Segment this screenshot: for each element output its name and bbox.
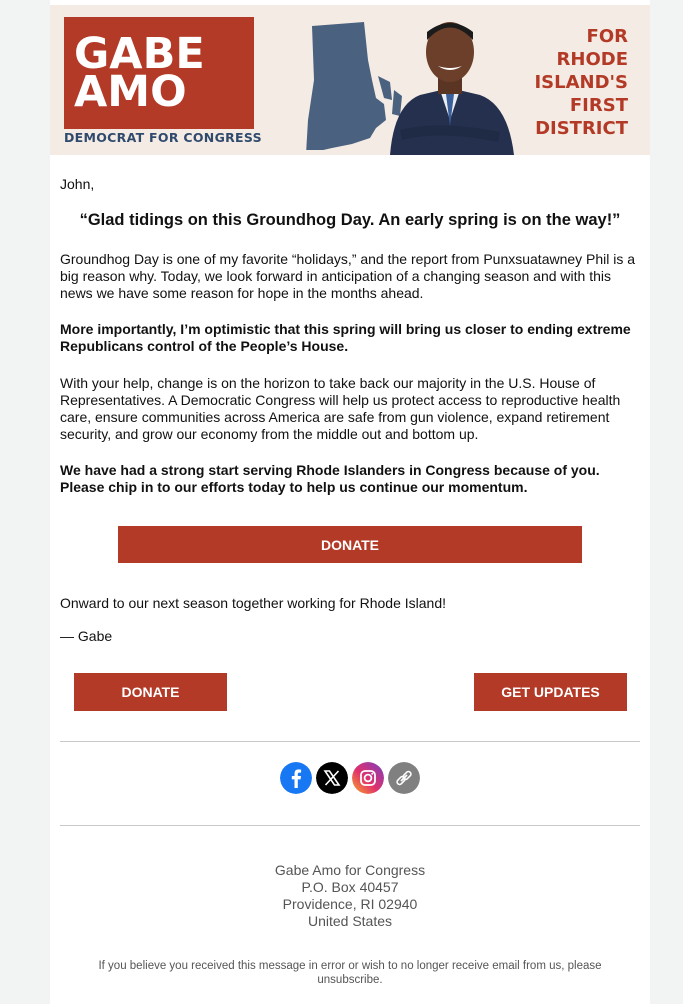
footer-org: Gabe Amo for Congress <box>274 862 426 878</box>
email-body <box>50 0 650 1004</box>
donate-button-main[interactable]: DONATE <box>118 526 582 563</box>
paragraph-optimism: More importantly, I’m optimistic that this spring will bring us closer to ending extreme Republicans control of the People’s House. <box>60 321 631 354</box>
header-banner <box>50 5 650 155</box>
paragraph-change: With your help, change is on the horizon to take back our majority in the U.S. House of Representatives. A Democratic Congress will help us protect access to reproductive health care, ensure communities across America are safe from gun violence, expand retirement security, and grow our economy from the middle out and bottom up. <box>60 375 621 442</box>
logo-subtitle: DEMOCRAT FOR CONGRESS <box>64 130 262 145</box>
signoff: — Gabe <box>60 628 113 644</box>
tagline-line: DISTRICT <box>535 118 628 139</box>
paragraph-intro: Groundhog Day is one of my favorite “holidays,” and the report from Punxsuatawney Phil is a big reason why. Today, we look forward in anticipation of a changing season and with this news we have some reason for hope in the months ahead. <box>60 251 636 301</box>
footer-address <box>50 862 650 930</box>
unsubscribe-note[interactable]: If you believe you received this message in error or wish to no longer receive email from us, please unsubscribe. <box>98 960 602 986</box>
candidate-photo <box>380 10 520 155</box>
tagline-line: ISLAND'S <box>534 72 628 93</box>
footer-box: P.O. Box 40457 <box>301 879 399 895</box>
divider <box>60 741 640 742</box>
footer-city: Providence, RI 02940 <box>282 896 418 912</box>
closing-line: Onward to our next season together working for Rhode Island! <box>60 595 446 611</box>
tagline-line: RHODE <box>556 49 628 70</box>
tagline-line: FIRST <box>569 95 628 116</box>
banner-tagline <box>508 25 628 140</box>
greeting: John, <box>60 176 95 192</box>
link-icon[interactable] <box>388 762 420 794</box>
logo <box>64 17 254 129</box>
logo-last-name: AMO <box>74 67 187 117</box>
social-links <box>280 762 420 796</box>
paragraph-appeal: We have had a strong start serving Rhode Islanders in Congress because of you. Please chip in to our efforts today to help us continue our momentum. <box>60 462 600 495</box>
instagram-icon[interactable] <box>352 762 384 794</box>
logo-first-name: GABE <box>74 29 205 79</box>
divider <box>60 825 640 826</box>
headline: “Glad tidings on this Groundhog Day. An early spring is on the way!” <box>79 211 621 229</box>
donate-button[interactable]: DONATE <box>74 673 227 711</box>
get-updates-button[interactable]: GET UPDATES <box>474 673 627 711</box>
x-icon[interactable] <box>316 762 348 794</box>
tagline-line: FOR <box>586 26 628 47</box>
facebook-icon[interactable] <box>280 762 312 794</box>
footer-country: United States <box>307 913 393 929</box>
